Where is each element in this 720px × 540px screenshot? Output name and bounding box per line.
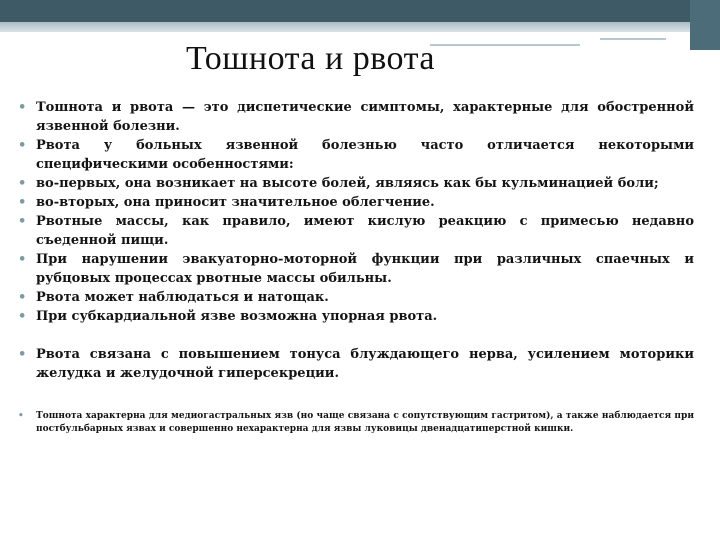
accent-line-2 <box>600 38 666 40</box>
list-item <box>16 288 694 307</box>
list-item-text: При нарушении эвакуаторно-моторной функции при различных спаечных и рубцовых процессах рвотные массы обильны. <box>36 252 694 286</box>
bullet-icon: • <box>18 309 27 324</box>
list-item-text: во-первых, она возникает на высоте болей, являясь как бы кульминацией боли; <box>36 176 659 191</box>
bullet-icon: • <box>18 195 27 210</box>
bullet-icon: • <box>18 176 27 191</box>
list-item <box>16 136 694 174</box>
list-item <box>16 174 694 193</box>
bullet-icon: • <box>18 252 27 267</box>
header-band <box>0 0 720 22</box>
list-item-text: Рвота может наблюдаться и натощак. <box>36 290 329 305</box>
bullet-icon: • <box>18 100 27 115</box>
bullet-icon: • <box>18 411 24 421</box>
list-item-text: Тошнота и рвота — это диспетические симптомы, характерные для обостренной язвенной болезни. <box>36 100 694 134</box>
bullet-list <box>16 98 694 436</box>
slide-body <box>16 98 694 436</box>
bullet-icon: • <box>18 290 27 305</box>
footnote-text: Тошнота характерна для медиогастральных язв (но чаще связана с сопутствующим гастритом), а также наблюдается при постбульбарных язвах и совершенно нехарактерна для язвы луковицы двенадцатиперстной кишки. <box>36 411 694 434</box>
bullet-icon: • <box>18 214 27 229</box>
list-item <box>16 98 694 136</box>
list-item <box>16 345 694 383</box>
list-item <box>16 212 694 250</box>
list-item-text: во-вторых, она приносит значительное облегчение. <box>36 195 435 210</box>
list-item-text: Рвотные массы, как правило, имеют кислую реакцию с примесью недавно съеденной пищи. <box>36 214 694 248</box>
corner-accent <box>690 0 720 50</box>
footnote-item <box>16 410 694 436</box>
list-item <box>16 250 694 288</box>
list-item-text: Рвота связана с повышением тонуса блуждающего нерва, усилением моторики желудка и желудочной гиперсекреции. <box>36 347 694 381</box>
list-item-text: Рвота у больных язвенной болезнью часто отличается некоторыми специфическими особенностями: <box>36 138 694 172</box>
slide-title: Тошнота и рвота <box>186 40 435 77</box>
list-item <box>16 307 694 326</box>
list-item <box>16 193 694 212</box>
bullet-icon: • <box>18 347 27 362</box>
list-item-text: При субкардиальной язве возможна упорная рвота. <box>36 309 438 324</box>
bullet-icon: • <box>18 138 27 153</box>
header-band-light <box>0 22 720 32</box>
